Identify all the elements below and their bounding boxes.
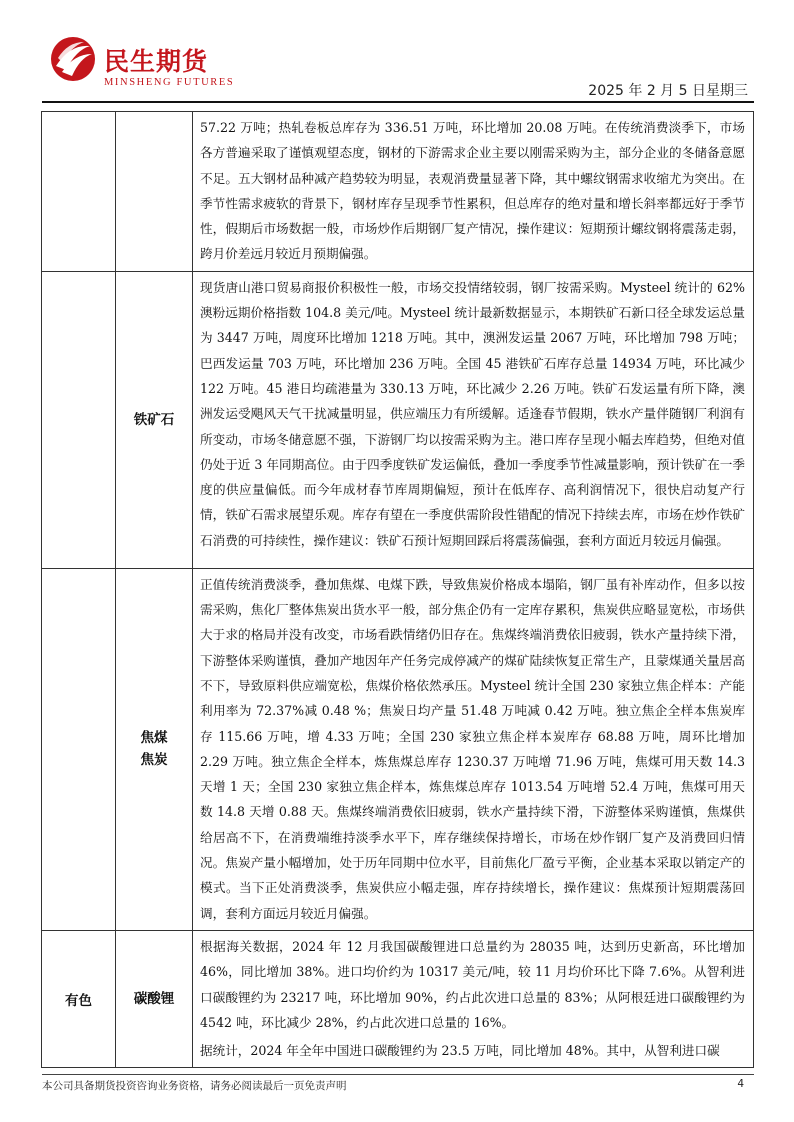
minsheng-logo-icon — [50, 36, 96, 82]
page-header — [42, 30, 756, 102]
analysis-cell — [193, 271, 754, 568]
item-cell: 铁矿石 — [116, 271, 193, 568]
table-row — [42, 112, 754, 272]
analysis-paragraph: 57.22 万吨；热轧卷板总库存为 336.51 万吨，环比增加 20.08 万吨。在传统消费淡季下，市场各方普遍采取了谨慎观望态度，钢材的下游需求企业主要以刚需采购为主，部分企业的冬储备意愿不足。五大钢材品种减产趋势较为明显，表观消费量显著下降，其中螺纹钢需求收缩尤为突出。在季节性需求疲软的背景下，钢材库存呈现季节性累积，但总库存的绝对量和增长斜率都远好于季节性，假期后市场数据一般，市场炒作后期钢厂复产情况，操作建议：短期预计螺纹钢将震荡走弱，跨月价差远月较近月预期偏强。 — [200, 120, 745, 262]
analysis-paragraph: 根据海关数据，2024 年 12 月我国碳酸锂进口总量约为 28035 吨，达到历史新高，环比增加 46%，同比增加 38%。进口均价约为 10317 美元/吨，较 11 月均价环比下降 7.6%。从智利进口碳酸锂约为 23217 吨，环比增加 90%，约占此次进口总量的 83%；从阿根廷进口碳酸锂约为 4542 吨，环比减少 28%，约占此次进口总量的 16%。 — [200, 938, 745, 1030]
footer-disclaimer: 本公司具备期货投资咨询业务资格，请务必阅读最后一页免责声明 — [42, 1080, 347, 1092]
item-cell — [116, 112, 193, 272]
footer-divider — [42, 1074, 754, 1075]
item-cell: 碳酸锂 — [116, 930, 193, 1067]
brand-name-cn: 民生期货 — [104, 47, 209, 76]
category-cell: 有色 — [42, 930, 116, 1067]
analysis-paragraph: 正值传统消费淡季，叠加焦煤、电煤下跌，导致焦炭价格成本塌陷，钢厂虽有补库动作，但多以按需采购，焦化厂整体焦炭出货水平一般，部分焦企仍有一定库存累积，焦炭供应略显宽松，市场供大于求的格局并没有改变，市场看跌情绪仍旧存在。焦煤终端消费依旧疲弱，铁水产量持续下滑，下游整体采购谨慎，叠加产地因年产任务完成停减产的煤矿陆续恢复正常生产，且蒙煤通关量居高不下，导致原料供应端宽松，焦煤价格依然承压。Mysteel 统计全国 230 家独立焦企样本：产能利用率为 72.37%减 0.48 %；焦炭日均产量 51.48 万吨减 0.42 万吨。独立焦企全样本焦炭库存 115.66 万吨，增 4.33 万吨；全国 230 家独立焦企样本炭库存 68.88 万吨，周环比增加 2.29 万吨。独立焦企全样本，炼焦煤总库存 1230.37 万吨增 71.96 万吨，焦煤可用天数 14.3 天增 1 天；全国 230 家独立焦企样本，炼焦煤总库存 1013.54 万吨增 52.4 万吨，焦煤可用天数 14.8 天增 0.88 天。焦煤终端消费依旧疲弱，铁水产量持续下滑，下游整体采购谨慎，焦煤供给居高不下，在消费端维持淡季水平下，库存继续保持增长，市场在炒作钢厂复产及消费回归情况。焦炭产量小幅增加，处于历年同期中位水平，目前焦化厂盈亏平衡，企业基本采取以销定产的模式。当下正处消费淡季，焦炭供应小幅走强，库存持续增长，操作建议：焦煤预计短期震荡回调，套利方面远月较近月偏强。 — [200, 576, 745, 921]
category-cell — [42, 271, 116, 568]
analysis-cell — [193, 568, 754, 930]
analysis-paragraph: 现货唐山港口贸易商报价积极性一般，市场交投情绪较弱，钢厂按需采购。Mysteel 统计的 62%澳粉远期价格指数 104.8 美元/吨。Mysteel 统计最新数据显示，本期铁矿石新口径全球发运总量为 3447 万吨，周度环比增加 1218 万吨。其中，澳洲发运量 2067 万吨，环比增加 798 万吨；巴西发运量 703 万吨，环比增加 236 万吨。全国 45 港铁矿石库存总量 14934 万吨，环比减少 122 万吨。45 港日均疏港量为 330.13 万吨，环比减少 2.26 万吨。铁矿石发运量有所下降，澳洲发运受飓风天气干扰减量明显，供应端压力有所缓解。适逢春节假期，铁水产量伴随钢厂利润有所变动，市场冬储意愿不强，下游钢厂均以按需采购为主。港口库存呈现小幅去库趋势，但绝对值仍处于近 3 年同期高位。由于四季度铁矿发运偏低，叠加一季度季节性减量影响，预计铁矿在一季度的供应量偏低。而今年成材春节库周期偏短，预计在低库存、高利润情况下，很快启动复产行情，铁矿石需求展望乐观。库存有望在一季度供需阶段性错配的情况下持续去库，市场在炒作铁矿石消费的可持续性，操作建议：铁矿石预计短期回踩后将震荡偏强，套利方面近月较远月偏强。 — [200, 279, 745, 548]
item-cell: 焦煤 焦炭 — [116, 568, 193, 930]
report-date: 2025 年 2 月 5 日星期三 — [588, 83, 748, 99]
table-row — [42, 930, 754, 1067]
header-divider — [42, 101, 754, 103]
commodity-table — [41, 111, 754, 1068]
category-cell — [42, 568, 116, 930]
table-row — [42, 568, 754, 930]
analysis-cell — [193, 112, 754, 272]
page-number: 4 — [737, 1078, 744, 1090]
analysis-paragraph: 据统计，2024 年全年中国进口碳酸锂约为 23.5 万吨，同比增加 48%。其中，从智利进口碳 — [200, 1043, 720, 1059]
analysis-cell — [193, 930, 754, 1067]
brand-name-en: MINSHENG FUTURES — [104, 77, 235, 88]
table-row — [42, 271, 754, 568]
category-cell — [42, 112, 116, 272]
